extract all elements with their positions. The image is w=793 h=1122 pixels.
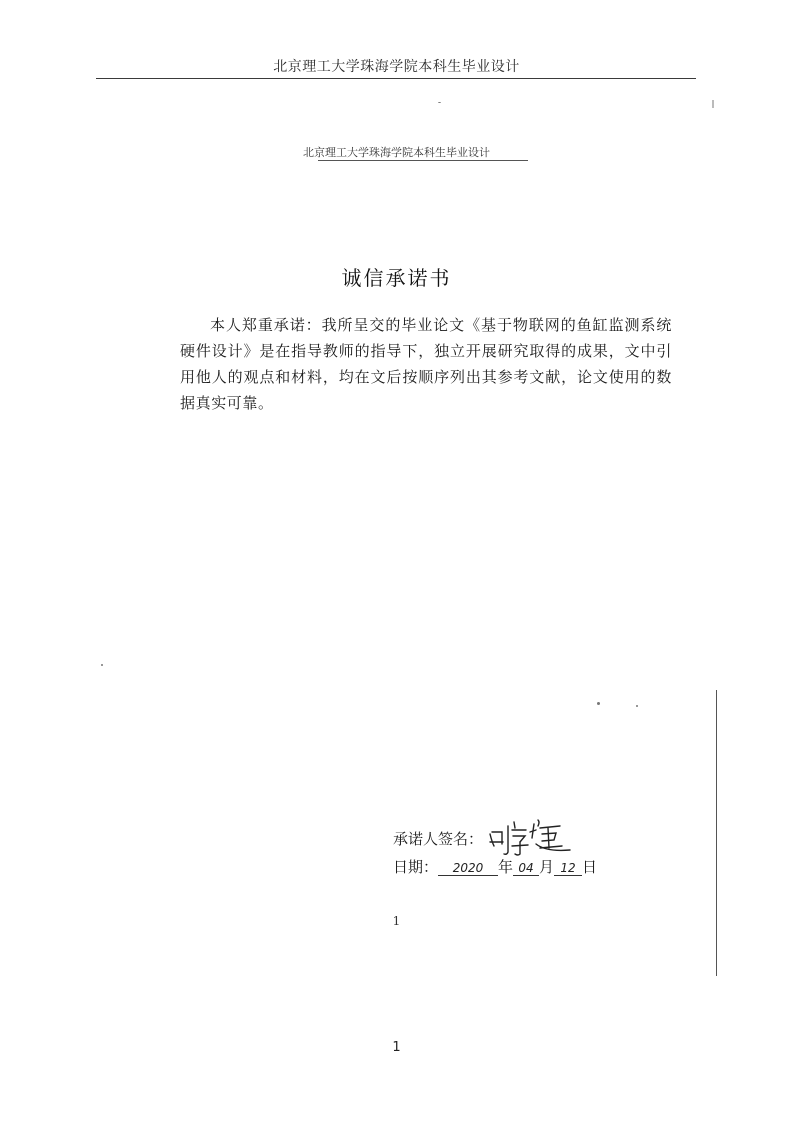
outer-page-header: 北京理工大学珠海学院本科生毕业设计 <box>273 59 520 75</box>
scan-edge-line <box>716 690 717 976</box>
page-number: 1 <box>392 1040 401 1055</box>
outer-header-rule <box>96 78 696 79</box>
scanned-page-header: 北京理工大学珠海学院本科生毕业设计 <box>303 146 490 159</box>
scan-speck <box>712 100 714 108</box>
date-year-unit: 年 <box>498 858 514 876</box>
date-day-value: 12 <box>554 861 582 876</box>
scanned-page-number: 1 <box>392 914 401 928</box>
scanned-header-rule <box>318 160 528 161</box>
scan-speck <box>636 705 638 707</box>
date-month-value: 04 <box>513 861 539 876</box>
scan-speck <box>101 664 103 666</box>
pledge-paragraph: 本人郑重承诺：我所呈交的毕业论文《基于物联网的鱼缸监测系统硬件设计》是在指导教师的指导下，独立开展研究取得的成果，文中引用他人的观点和材料，均在文后按顺序列出其参考文献，论文使用的数据真实可靠。 <box>180 316 672 412</box>
scan-speck <box>597 702 600 705</box>
handwritten-signature <box>486 812 576 858</box>
page-title: 诚信承诺书 <box>341 266 452 290</box>
date-month-unit: 月 <box>539 858 555 876</box>
date-day-unit: 日 <box>582 858 598 876</box>
date-year-value: 2020 <box>438 861 498 876</box>
signature-label: 承诺人签名： <box>393 830 484 848</box>
date-label: 日期： <box>393 858 439 876</box>
date-row <box>393 856 597 877</box>
scan-speck <box>438 102 441 103</box>
